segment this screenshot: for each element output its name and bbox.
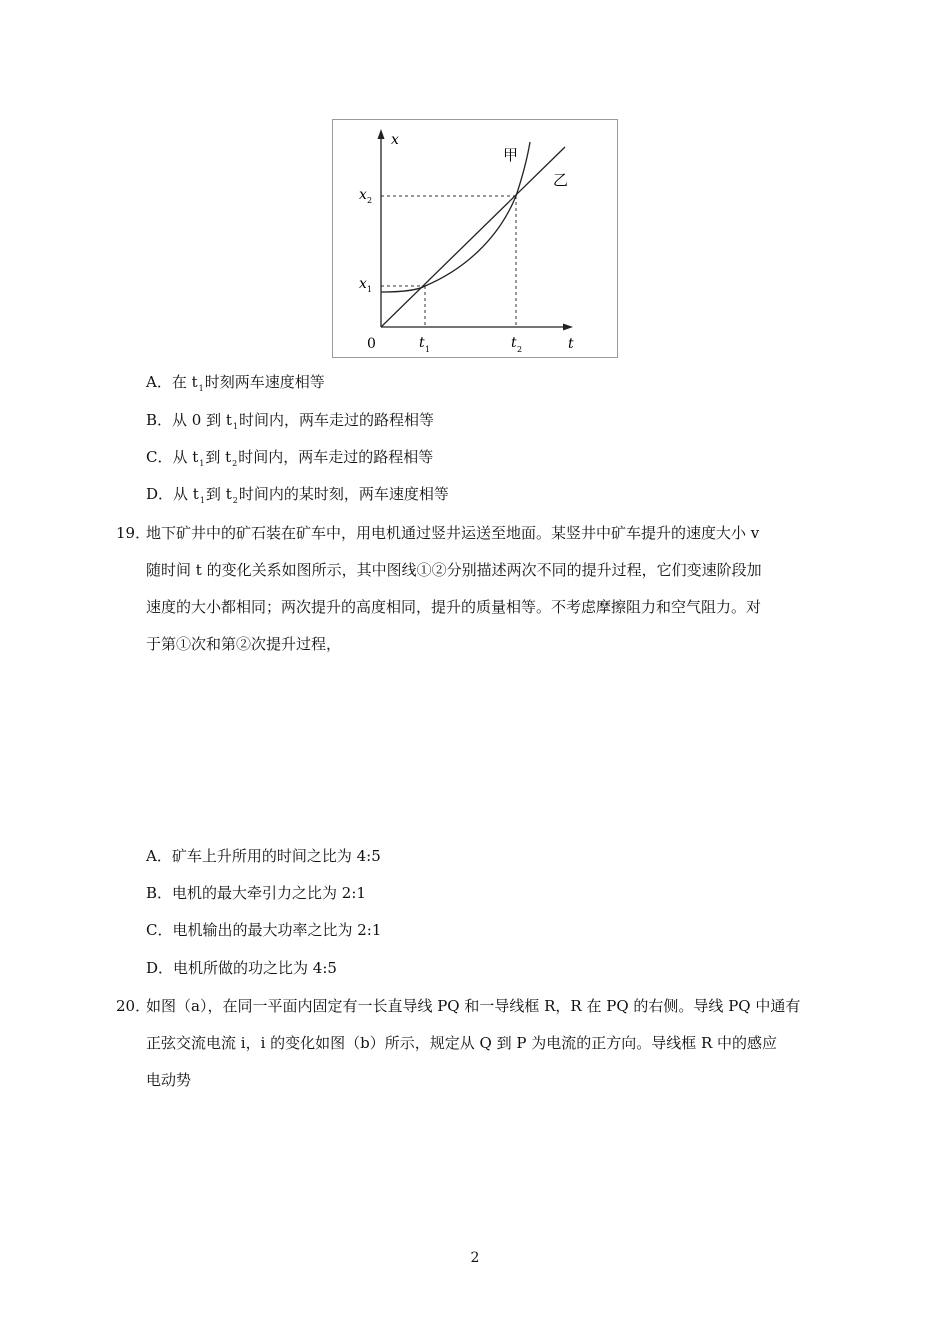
t2-sub: 2 [517,345,523,354]
q18-option-c-sub2: 2 [232,459,238,468]
q19-option-a: A．矿车上升所用的时间之比为 4:5 [146,847,381,865]
axis-x-label: x [391,132,399,148]
q19-option-b: B．电机的最大牵引力之比为 2:1 [146,884,366,902]
t-axis-arrow [563,324,573,331]
q18-option-a-rest: 时刻两车速度相等 [204,373,325,391]
x-t-graph-figure [332,119,618,358]
x2-label: x [359,187,367,203]
x1-label: x [359,276,367,292]
origin-label: 0 [367,336,376,352]
q18-option-c-prefix: C．从 t [146,448,199,466]
axis-t-label: t [568,336,574,352]
q19-line-4: 于第①次和第②次提升过程， [146,635,342,653]
q18-option-d-prefix: D．从 t [146,485,199,503]
x1-sub: 1 [367,285,373,294]
q19-line-1: 地下矿井中的矿石装在矿车中，用电机通过竖井运送至地面。某竖井中矿车提升的速度大小 v [146,524,760,542]
q20-line-1: 如图（a），在同一平面内固定有一长直导线 PQ 和一导线框 R，R 在 PQ 的右侧。导线 PQ 中通有 [146,997,801,1015]
q18-option-d [146,484,449,507]
q18-option-b-sub: 1 [232,422,238,431]
page-number: 2 [470,1250,480,1266]
line-yi [381,147,565,327]
q18-option-c-rest: 时间内，两车走过的路程相等 [238,448,434,466]
q18-option-c [146,447,433,470]
q19-option-c: C．电机输出的最大功率之比为 2:1 [146,921,382,939]
q18-option-d-sub2: 2 [232,496,238,505]
q18-option-b-prefix: B．从 0 到 t [146,411,232,429]
q18-option-d-sub: 1 [199,496,205,505]
q18-option-c-mid: 到 t [205,448,232,466]
q20-line-3: 电动势 [146,1071,192,1089]
q18-option-b-rest: 时间内，两车走过的路程相等 [239,411,435,429]
q19-line-3: 速度的大小都相同；两次提升的高度相同，提升的质量相等。不考虑摩擦阻力和空气阻力。对 [146,598,762,616]
q18-option-c-sub: 1 [199,459,205,468]
q19-line-2: 随时间 t 的变化关系如图所示，其中图线①②分别描述两次不同的提升过程，它们变速阶段加 [146,561,762,579]
q19-number: 19． [116,524,151,542]
q19-option-d: D．电机所做的功之比为 4:5 [146,959,337,977]
x2-sub: 2 [367,196,373,205]
q18-option-b [146,410,434,433]
t1-sub: 1 [425,345,431,354]
q20-line-2: 正弦交流电流 i，i 的变化如图（b）所示，规定从 Q 到 P 为电流的正方向。导线框 R 中的感应 [146,1034,778,1052]
t2-label: t [511,335,517,351]
t1-label: t [419,335,425,351]
curve-jia-label: 甲 [503,146,519,164]
x-axis-arrow [378,129,385,139]
q18-option-a-prefix: A．在 t [146,373,198,391]
q18-option-d-rest: 时间内的某时刻，两车速度相等 [238,485,449,503]
q18-option-a-sub: 1 [198,384,204,393]
x-t-graph [333,120,619,359]
q20-number: 20． [116,997,151,1015]
q18-option-a [146,372,325,395]
curve-jia [381,142,530,292]
q18-option-d-mid: 到 t [205,485,232,503]
line-yi-label: 乙 [553,171,569,189]
